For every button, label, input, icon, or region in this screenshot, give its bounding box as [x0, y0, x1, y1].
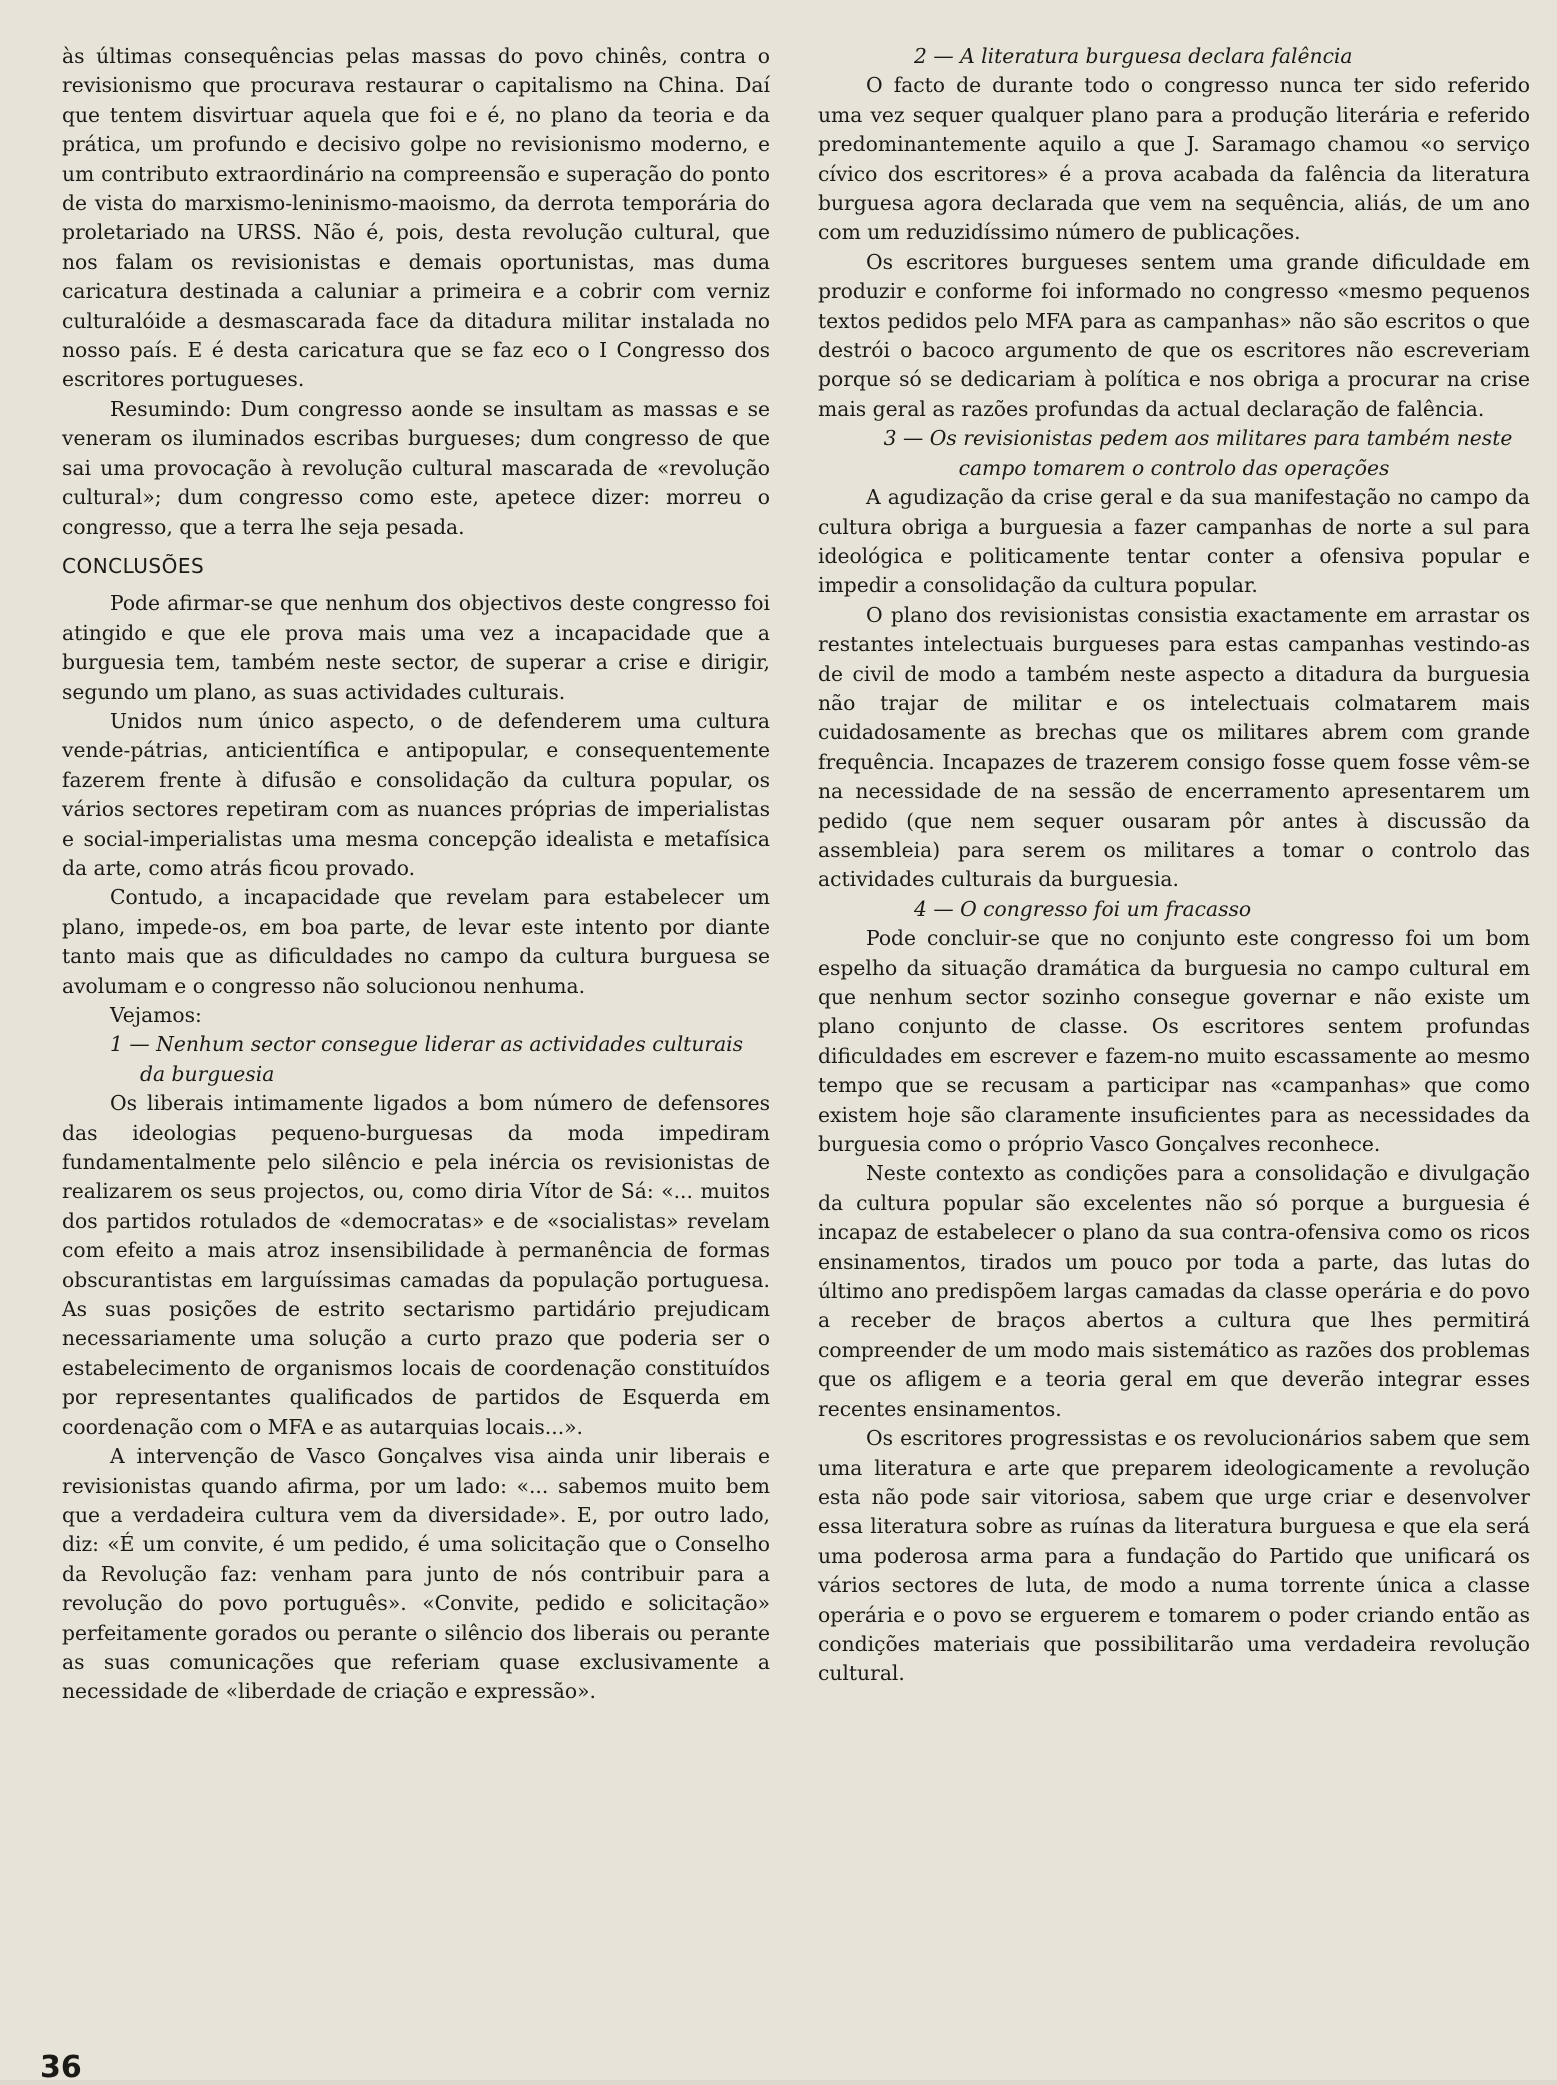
paragraph: Pode concluir-se que no conjunto este congresso foi um bom espelho da situação dramática da burguesia no campo cultural em que nenhum sector sozinho consegue governar e não existe um plano conjunto de classe. Os escritores sentem profundas dificuldades em escrever e fazem-no muito escassamente ao mesmo tempo que se recusam a participar nas «campanhas» que como existem hoje são claramente insuficientes para as necessidades da burguesia como o próprio Vasco Gonçalves reconhece. [818, 926, 1530, 1157]
paragraph: Neste contexto as condições para a consolidação e divulgação da cultura popular são excelentes não só porque a burguesia é incapaz de estabelecer o plano da sua contra-ofensiva como os ricos ensinamentos, tirados um pouco por toda a parte, das lutas do último ano predispõem largas camadas da classe operária e do povo a receber de braços abertos a cultura que lhes permitirá compreender de um modo mais sistemático as razões dos problemas que os afligem e a teoria geral em que deverão integrar esses recentes ensinamentos. [818, 1161, 1530, 1421]
paragraph: Pode afirmar-se que nenhum dos objectivos deste congresso foi atingido e que ele prova mais uma vez a incapacidade que a burguesia tem, também neste sector, de superar a crise e dirigir, segundo um plano, as suas actividades culturais. [62, 591, 770, 704]
right-column [818, 42, 1530, 1689]
subheading: 1 — Nenhum sector consegue liderar as actividades culturais da burguesia [110, 1032, 744, 1086]
subheading: 3 — Os revisionistas pedem aos militares para também neste campo tomarem o controlo das operações [883, 426, 1513, 480]
page-number: 36 [40, 2050, 82, 2085]
paragraph: Vejamos: [110, 1003, 202, 1027]
left-column [62, 42, 770, 1707]
paragraph: O facto de durante todo o congresso nunca ter sido referido uma vez sequer qualquer plano para a produção literária e referido predominantemente aquilo a que J. Saramago chamou «o serviço cívico dos escritores» é a prova acabada da falência da literatura burguesa agora declarada que vem na sequência, aliás, de um ano com um reduzidíssimo número de publicações. [818, 73, 1530, 245]
paragraph: às últimas consequências pelas massas do povo chinês, contra o revisionismo que procurava restaurar o capitalismo na China. Daí que tentem disvirtuar aquela que foi e é, no plano da teoria e da prática, um profundo e decisivo golpe no revisionismo moderno, e um contributo extraordinário na compreensão e superação do ponto de vista do marxismo-leninismo-maoismo, da derrota temporária do proletariado na URSS. Não é, pois, desta revolução cultural, que nos falam os revisionistas e demais oportunistas, mas duma caricatura destinada a caluniar a primeira e a cobrir com verniz culturalóide a desmascarada face da ditadura militar instalada no nosso país. E é desta caricatura que se faz eco o I Congresso dos escritores portugueses. [62, 44, 770, 392]
paragraph: Os escritores burgueses sentem uma grande dificuldade em produzir e conforme foi informado no congresso «mesmo pequenos textos pedidos pelo MFA para as campanhas» não são escritos o que destrói o bacoco argumento de que os escritores não escreveriam porque só se dedicariam à política e nos obriga a procurar na crise mais geral as razões profundas da actual declaração de falência. [818, 249, 1530, 421]
paragraph: Contudo, a incapacidade que revelam para estabelecer um plano, impede-os, em boa parte, de levar este intento por diante tanto mais que as dificuldades no campo da cultura burguesa se avolumam e o congresso não solucionou nenhuma. [62, 885, 770, 998]
subheading: 4 — O congresso foi um fracasso [914, 896, 1252, 921]
section-heading: CONCLUSÕES [62, 553, 205, 578]
paragraph: Unidos num único aspecto, o de defenderem uma cultura vende-pátrias, anticientífica e antipopular, e consequentemente fazerem frente à difusão e consolidação da cultura popular, os vários sectores repetiram com as nuances próprias de imperialistas e social-imperialistas uma mesma concepção idealista e metafísica da arte, como atrás ficou provado. [62, 708, 770, 880]
paragraph: Os escritores progressistas e os revolucionários sabem que sem uma literatura e arte que preparem ideologicamente a revolução esta não pode sair vitoriosa, sabem que urge criar e desenvolver essa literatura sobre as ruínas da literatura burguesa e que ela será uma poderosa arma para a fundação do Partido que unificará os vários sectores de luta, de modo a numa torrente única a classe operária e o povo se erguerem e tomarem o poder criando então as condições materiais que possibilitarão uma verdadeira revolução cultural. [818, 1426, 1530, 1686]
paragraph: A intervenção de Vasco Gonçalves visa ainda unir liberais e revisionistas quando afirma, por um lado: «... sabemos muito bem que a verdadeira cultura vem da diversidade». E, por outro lado, diz: «É um convite, é um pedido, é uma solicitação que o Conselho da Revolução faz: venham para junto de nós contribuir para a revolução do povo português». «Convite, pedido e solicitação» perfeitamente gorados ou perante o silêncio dos liberais ou perante as suas comunicações que referiam quase exclusivamente a necessidade de «liberdade de criação e expressão». [62, 1444, 770, 1704]
paragraph: A agudização da crise geral e da sua manifestação no campo da cultura obriga a burguesia a fazer campanhas de norte a sul para ideológica e politicamente tentar conter a ofensiva popular e impedir a consolidação da cultura popular. [818, 485, 1530, 598]
paragraph: O plano dos revisionistas consistia exactamente em arrastar os restantes intelectuais burgueses para estas campanhas vestindo-as de civil de modo a também neste aspecto a ditadura da burguesia não trajar de militar e os intelectuais colmatarem mais cuidadosamente as brechas que os militares abrem com grande frequência. Incapazes de trazerem consigo fosse quem fosse vêm-se na necessidade de na sessão de encerramento apresentarem um pedido (que nem sequer ousaram pôr antes à discussão da assembleia) para serem os militares a tomar o controlo das actividades culturais da burguesia. [818, 602, 1530, 892]
paragraph: Os liberais intimamente ligados a bom número de defensores das ideologias pequeno-burguesas da moda impediram fundamentalmente pelo silêncio e pela inércia os revisionistas de realizarem os seus projectos, ou, como diria Vítor de Sá: «... muitos dos partidos rotulados de «democratas» e de «socialistas» revelam com efeito a mais atroz insensibilidade à permanência de formas obscurantistas em larguíssimas camadas da população portuguesa. As suas posições de estrito sectarismo partidário prejudicam necessariamente uma solução a curto prazo que poderia ser o estabelecimento de organismos locais de coordenação constituídos por representantes qualificados de partidos de Esquerda em coordenação com o MFA e as autarquias locais...». [62, 1091, 770, 1439]
subheading: 2 — A literatura burguesa declara falência [914, 44, 1353, 68]
paragraph: Resumindo: Dum congresso aonde se insultam as massas e se veneram os iluminados escribas burgueses; dum congresso de que sai uma provocação à revolução cultural mascarada de «revolução cultural»; dum congresso como este, apetece dizer: morreu o congresso, que a terra lhe seja pesada. [62, 396, 770, 539]
